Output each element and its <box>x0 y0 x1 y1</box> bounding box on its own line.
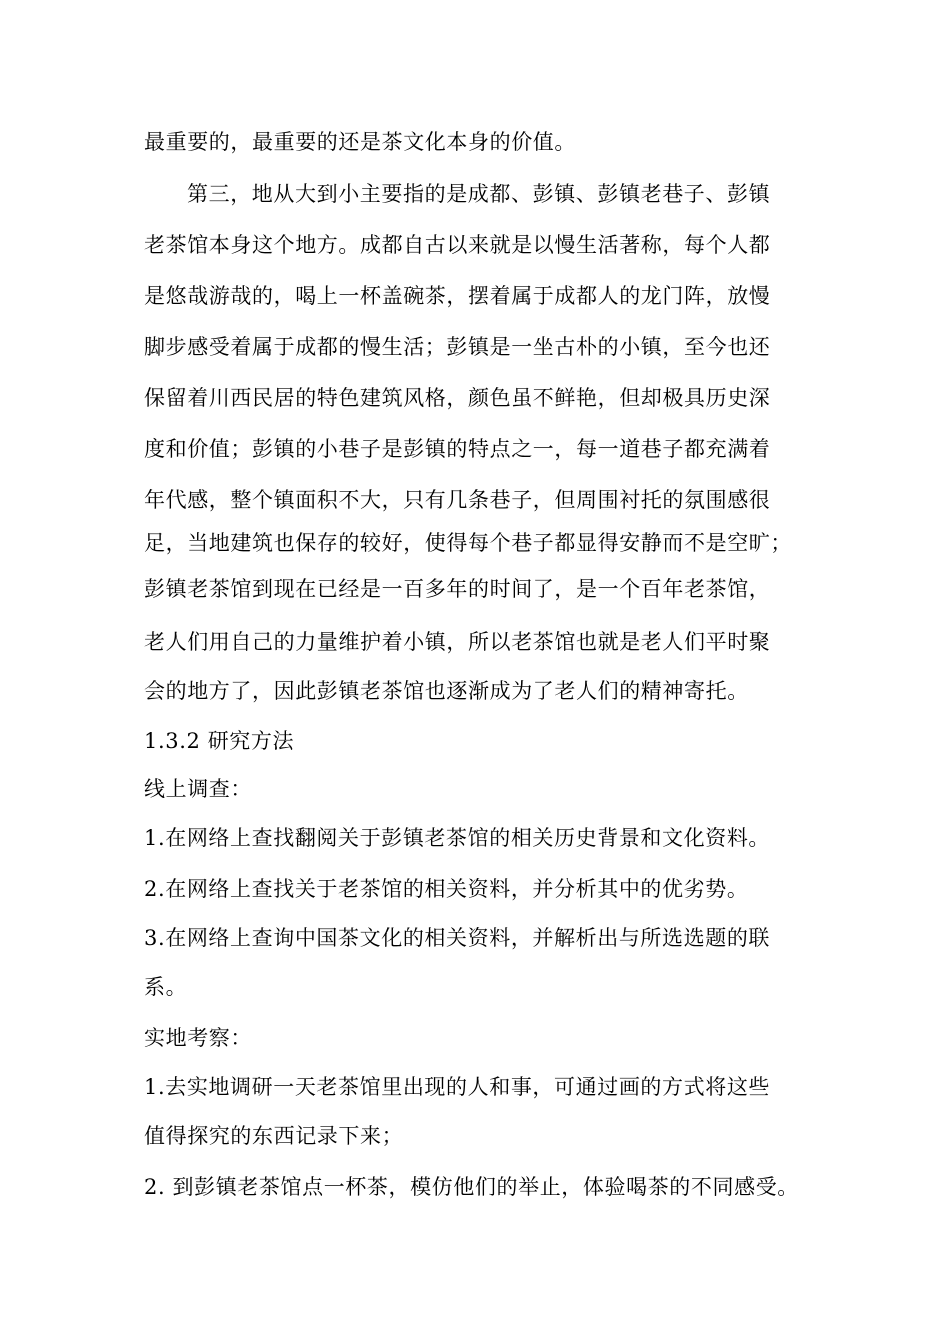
subsection-label: 线上调查： <box>144 777 252 801</box>
paragraph-line: 年代感，整个镇面积不大，只有几条巷子，但周围衬托的氛围感很 <box>144 488 771 512</box>
list-item: 3.在网络上查询中国茶文化的相关资料，并解析出与所选选题的联 <box>144 926 771 950</box>
list-item: 2. 到彭镇老茶馆点一杯茶，模仿他们的举止，体验喝茶的不同感受。 <box>144 1175 799 1199</box>
paragraph-line: 是悠哉游哉的，喝上一杯盖碗茶，摆着属于成都人的龙门阵，放慢 <box>144 284 771 308</box>
paragraph-line: 老茶馆本身这个地方。成都自古以来就是以慢生活著称，每个人都 <box>144 233 771 257</box>
list-item: 1.在网络上查找翻阅关于彭镇老茶馆的相关历史背景和文化资料。 <box>144 826 771 850</box>
paragraph-line: 老人们用自己的力量维护着小镇，所以老茶馆也就是老人们平时聚 <box>144 630 771 654</box>
paragraph-line: 第三，地从大到小主要指的是成都、彭镇、彭镇老巷子、彭镇 <box>187 182 771 206</box>
list-item-continuation: 值得探究的东西记录下来； <box>144 1124 404 1148</box>
list-item: 1.去实地调研一天老茶馆里出现的人和事，可通过画的方式将这些 <box>144 1075 771 1099</box>
list-item-continuation: 系。 <box>144 975 188 999</box>
paragraph-line: 脚步感受着属于成都的慢生活；彭镇是一坐古朴的小镇，至今也还 <box>144 335 771 359</box>
subsection-label: 实地考察： <box>144 1026 252 1050</box>
paragraph-line: 会的地方了，因此彭镇老茶馆也逐渐成为了老人们的精神寄托。 <box>144 679 749 703</box>
list-item: 2.在网络上查找关于老茶馆的相关资料，并分析其中的优劣势。 <box>144 877 749 901</box>
paragraph-line: 彭镇老茶馆到现在已经是一百多年的时间了，是一个百年老茶馆， <box>144 577 771 601</box>
paragraph-line: 足，当地建筑也保存的较好，使得每个巷子都显得安静而不是空旷； <box>144 531 792 555</box>
paragraph-line: 最重要的，最重要的还是茶文化本身的价值。 <box>144 130 576 154</box>
section-heading: 1.3.2 研究方法 <box>144 729 295 753</box>
paragraph-line: 保留着川西民居的特色建筑风格，颜色虽不鲜艳，但却极具历史深 <box>144 386 771 410</box>
paragraph-line: 度和价值；彭镇的小巷子是彭镇的特点之一，每一道巷子都充满着 <box>144 437 771 461</box>
